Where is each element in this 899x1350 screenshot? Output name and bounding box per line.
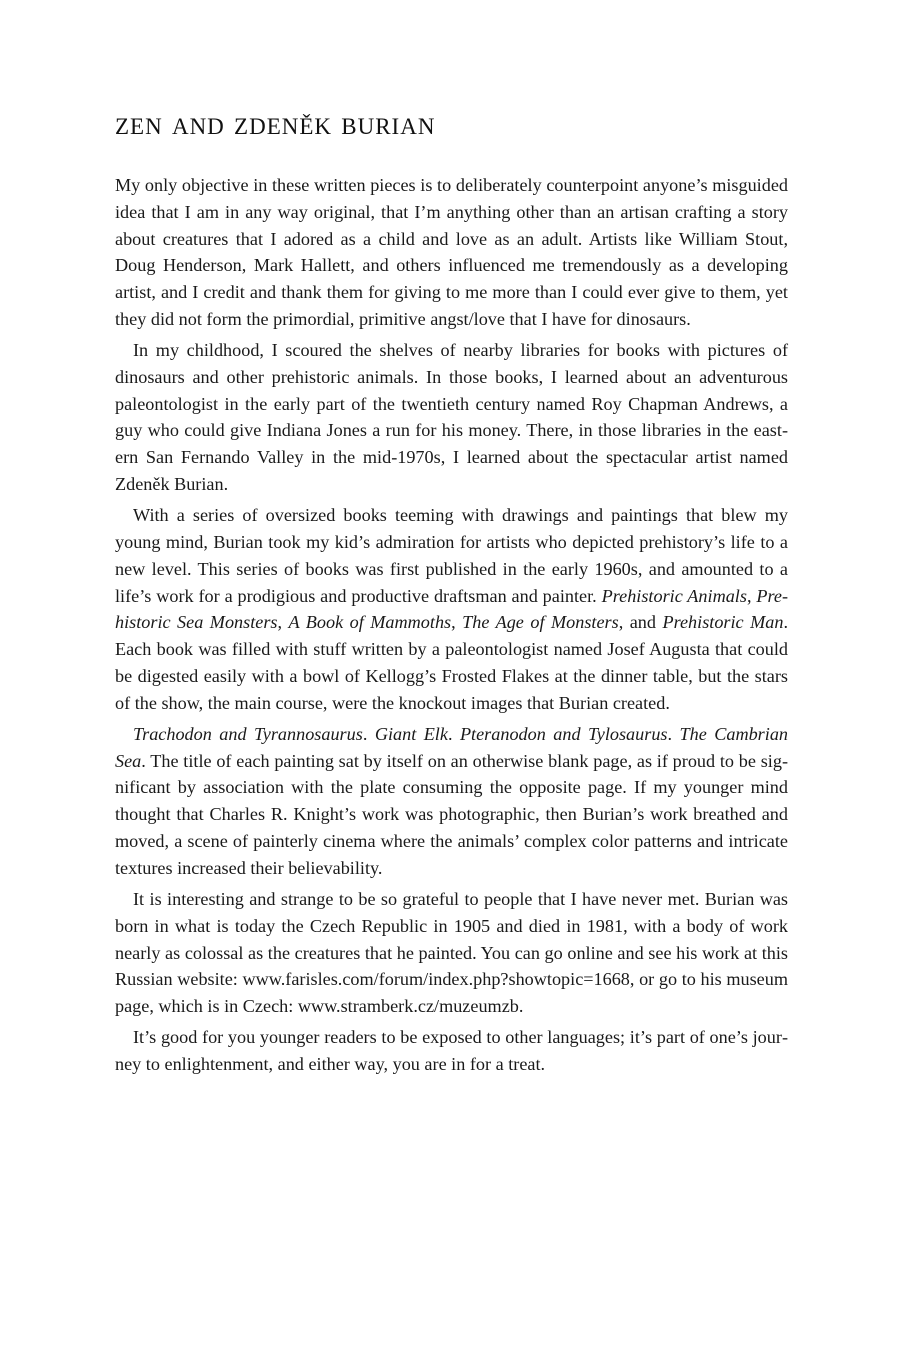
paragraph: [115, 1024, 788, 1078]
paragraph-text: ,: [746, 585, 757, 606]
paragraph: [115, 337, 788, 498]
paragraph-text: It’s good for you younger readers to be exposed to other languages; it’s part of one’s journey to enlightenment, and either way, you are in for a treat.: [115, 1027, 788, 1074]
paragraph-text: With a series of oversized books teeming with drawings and paintings that blew my young mind, Burian took my kid’s admiration for artists who depicted prehistory’s life to a new level. This series of books was first published in the early 1960s, and amounted to a life’s work for a prodigious and productive draftsman and painter.: [115, 505, 788, 606]
italic-title-text: A Book of Mammoths: [288, 612, 452, 633]
italic-title-text: Prehistoric Man: [662, 612, 784, 633]
italic-title-text: The Age of Monsters: [462, 612, 619, 633]
paragraph: [115, 886, 788, 1020]
paragraph-text: In my childhood, I scoured the shelves of nearby libraries for books with pictures of dinosaurs and other prehistoric animals. In those books, I learned about an adventurous paleontologist in the early part of the twentieth century named Roy Chapman Andrews, a guy who could give Indiana Jones a run for his money. There, in those libraries in the eastern San Fernando Valley in the mid-1970s, I learned about the spectacular artist named Zdeněk Burian.: [115, 340, 788, 495]
paragraph-text: . Each book was filled with stuff written by a paleontologist named Josef Augusta that could be digested easily with a bowl of Kellogg’s Frosted Flakes at the dinner table, but the stars of the show, the main course, were the knockout images that Burian created.: [115, 612, 788, 713]
italic-title-text: Pteranodon and Tylosaurus: [459, 723, 668, 744]
paragraph-text: .: [447, 723, 460, 744]
paragraph: [115, 721, 788, 882]
paragraph-text: ,: [277, 612, 289, 633]
paragraph-text: .: [667, 723, 680, 744]
paragraph: [115, 502, 788, 716]
paragraph-text: ,: [451, 612, 463, 633]
paragraph-text: My only objective in these written pieces is to deliberately counterpoint anyone’s misguided idea that I am in any way original, that I’m anything other than an artisan crafting a story about creatures that I adored as a child and love as an adult. Artists like William Stout, Doug Henderson, Mark Hallett, and others influenced me tremendously as a developing artist, and I credit and thank them for giving to me more than I could ever give to them, yet they did not form the primordial, primitive angst/love that I have for dinosaurs.: [115, 175, 788, 329]
book-page: [115, 104, 788, 1082]
italic-title-text: Trachodon and Tyrannosaurus: [133, 723, 363, 744]
paragraph-text: , and: [618, 612, 663, 633]
italic-title-text: The Cambrian Sea: [115, 723, 789, 771]
paragraph-text: .: [362, 723, 375, 744]
paragraph-text: . The title of each painting sat by itself on an otherwise blank page, as if proud to be significant by association with the plate consuming the opposite page. If my younger mind thought that Charles R. Knight’s work was photographic, then Burian’s work breathed and moved, a scene of painterly cinema where the animals’ complex color patterns and intricate textures increased their believability.: [115, 750, 788, 878]
chapter-title-text: zen and zdeněk burian: [115, 106, 436, 142]
chapter-title: [115, 104, 788, 144]
paragraph: [115, 172, 788, 333]
body-text: [115, 172, 788, 1078]
italic-title-text: Prehistoric Animals: [601, 585, 747, 606]
italic-title-text: Giant Elk: [374, 723, 448, 744]
paragraph-text: It is interesting and strange to be so grateful to people that I have never met. Burian was born in what is today the Czech Republic in 1905 and died in 1981, with a body of work nearly as colossal as the creatures that he painted. You can go online and see his work at this Russian website: www.farisles.com/forum/index.php?showtopic=1668, or go to his museum page, which is in Czech: www.stramberk.cz/muzeumzb.: [115, 888, 788, 1017]
italic-title-text: Prehistoric Sea Monsters: [115, 585, 789, 633]
